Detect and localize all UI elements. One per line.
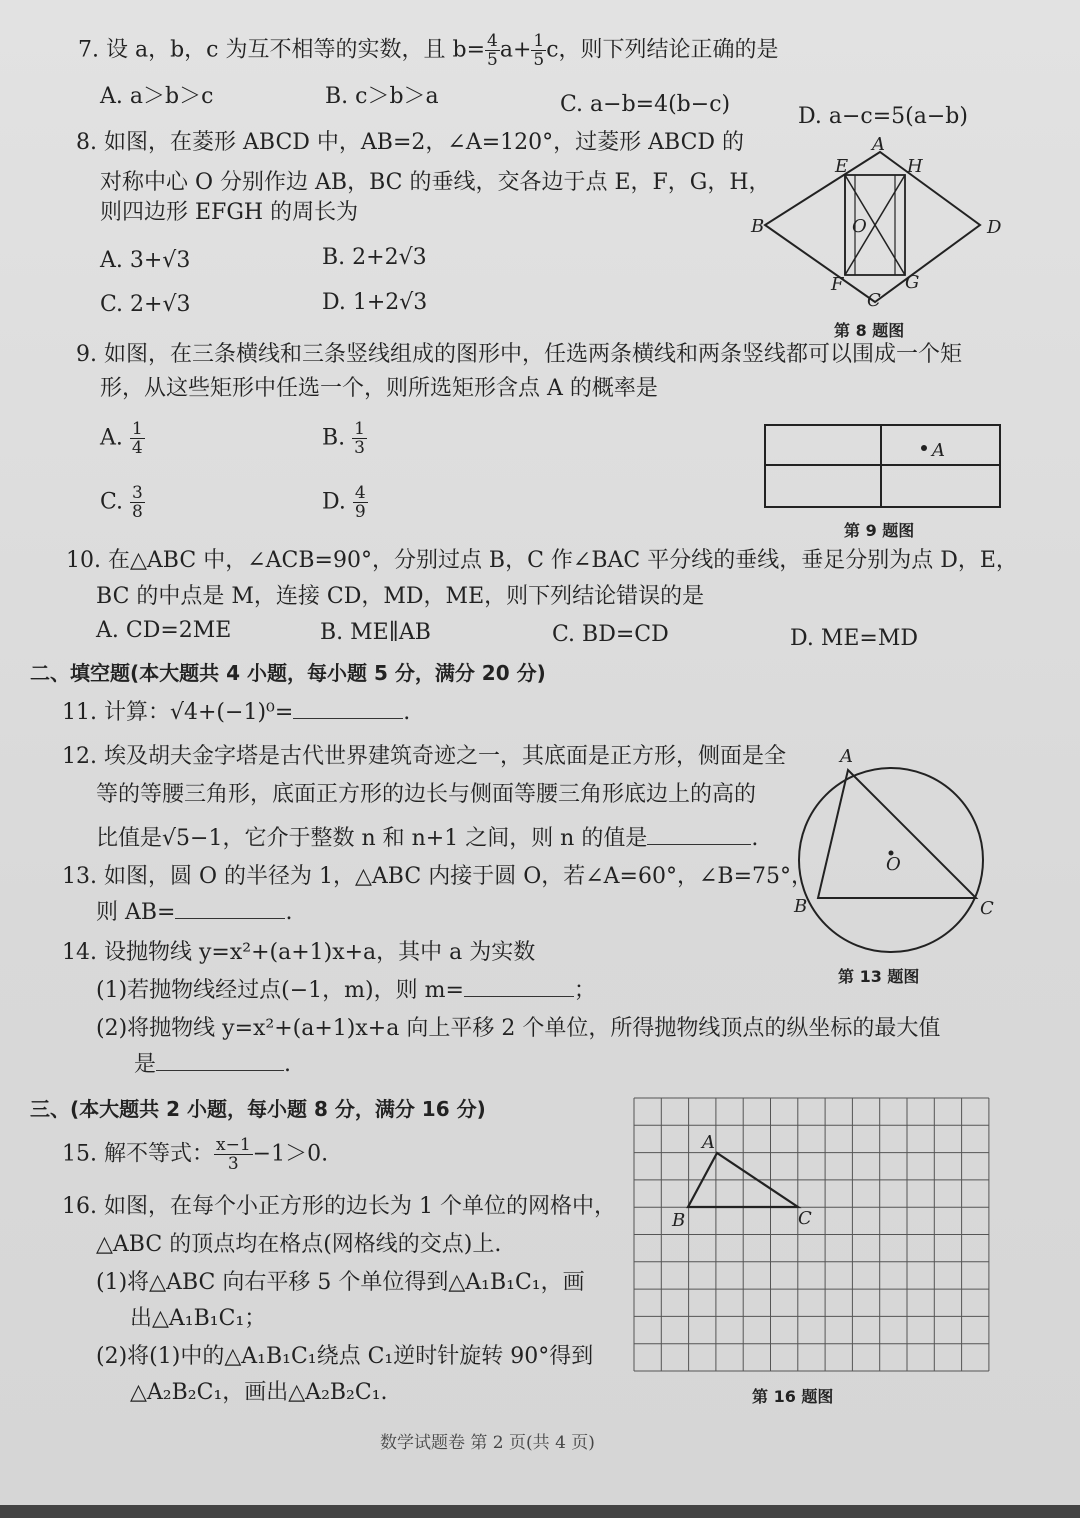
q9-option-b — [322, 420, 367, 457]
q8-option-d: D. 1+2√3 — [322, 290, 428, 315]
q16-caption: 第 16 题图 — [752, 1387, 834, 1406]
q7-frac1-num: 4 — [487, 31, 498, 51]
q16-grid-figure — [634, 1098, 990, 1370]
q9-point-a — [921, 445, 927, 451]
q12-line3-text: 比值是√5−1，它介于整数 n 和 n+1 之间，则 n 的值是 — [96, 826, 648, 851]
q7-option-c: C. a−b=4(b−c) — [560, 92, 731, 117]
q7-frac1-den: 5 — [487, 50, 498, 70]
q8-option-c: C. 2+√3 — [100, 292, 191, 317]
q12-line2: 等的等腰三角形，底面正方形的边长与侧面等腰三角形底边上的高的 — [96, 782, 757, 807]
q9-option-b-frac — [352, 420, 367, 457]
q8-label-a: A — [872, 134, 885, 155]
q12-answer-blank — [647, 844, 751, 845]
q11-answer-blank — [293, 718, 403, 719]
q10-option-a: A. CD=2ME — [96, 618, 232, 643]
q11: 11. 计算：√4+(−1)⁰= . — [62, 700, 411, 725]
q9-option-d-label: D. — [322, 489, 346, 515]
q14-line4: 是 . — [134, 1052, 292, 1077]
q14-line4-text: 是 — [134, 1052, 157, 1077]
q13-line1: 13. 如图，圆 O 的半径为 1，△ABC 内接于圆 O，若∠A=60°，∠B=75°， — [62, 864, 814, 889]
q16-line1: 16. 如图，在每个小正方形的边长为 1 个单位的网格中， — [62, 1194, 616, 1219]
q9-c-num: 3 — [132, 483, 143, 503]
q8-option-a: A. 3+√3 — [100, 248, 191, 273]
q9-a-num: 1 — [131, 419, 143, 439]
q8-option-b: B. 2+2√3 — [322, 245, 427, 270]
q9-option-d-frac — [353, 484, 368, 521]
q13-circle-figure — [790, 740, 1010, 970]
q13-label-b: B — [794, 896, 808, 917]
q9-option-c-frac — [130, 484, 145, 521]
q10-option-c: C. BD=CD — [552, 622, 669, 647]
q7-frac2-num: 1 — [533, 31, 545, 51]
q13-answer-blank — [175, 918, 285, 919]
q7-stem-c: c，则下列结论正确的是 — [546, 37, 779, 63]
q7-frac2 — [531, 32, 546, 69]
q9-point-label: A — [932, 440, 945, 461]
q8-line2: 对称中心 O 分别作边 AB，BC 的垂线，交各边于点 E，F，G，H， — [100, 170, 771, 195]
q7-stem-a: 7. 设 a，b，c 为互不相等的实数，且 b= — [78, 37, 486, 63]
q9-option-c — [100, 484, 145, 521]
q13-line2: 则 AB= . — [96, 900, 293, 925]
q8-label-o: O — [852, 216, 867, 237]
q13-line2-text: 则 AB= — [96, 900, 176, 925]
q12-line3: 比值是√5−1，它介于整数 n 和 n+1 之间，则 n 的值是 . — [96, 826, 759, 851]
q7-frac2-den: 5 — [533, 50, 545, 70]
q16-label-b: B — [672, 1210, 686, 1231]
section-3-heading: 三、(本大题共 2 小题，每小题 8 分，满分 16 分) — [30, 1097, 486, 1121]
q9-a-den: 4 — [131, 438, 143, 458]
q9-option-a-label: A. — [100, 425, 123, 451]
q9-option-a-frac — [130, 420, 145, 457]
q7-frac1 — [485, 32, 500, 69]
q10-line2: BC 的中点是 M，连接 CD，MD，ME，则下列结论错误的是 — [96, 584, 705, 609]
section-2-heading: 二、填空题(本大题共 4 小题，每小题 5 分，满分 20 分) — [30, 661, 546, 685]
q8-label-g: G — [905, 272, 920, 293]
q9-d-num: 4 — [354, 483, 366, 503]
q13-label-c: C — [980, 898, 994, 919]
q13-label-a: A — [840, 746, 853, 767]
q16-line2: △ABC 的顶点均在格点(网格线的交点)上. — [96, 1232, 502, 1257]
q9-option-d — [322, 484, 368, 521]
q14-line2: (1)若抛物线经过点(−1，m)，则 m= ； — [96, 978, 596, 1003]
q15-frac-den: 3 — [227, 1154, 239, 1174]
q16-label-a: A — [702, 1132, 715, 1153]
q8-line3: 则四边形 EFGH 的周长为 — [100, 200, 359, 225]
q8-label-h: H — [907, 156, 923, 177]
q15-stem: 15. 解不等式： — [62, 1141, 214, 1167]
q16-line3: (1)将△ABC 向右平移 5 个单位得到△A₁B₁C₁，画 — [96, 1270, 585, 1295]
q13-caption: 第 13 题图 — [838, 967, 920, 986]
q10-option-d: D. ME=MD — [790, 626, 919, 651]
q16-line5: (2)将(1)中的△A₁B₁C₁绕点 C₁逆时针旋转 90°得到 — [96, 1344, 594, 1369]
q8-line1: 8. 如图，在菱形 ABCD 中，AB=2，∠A=120°，过菱形 ABCD 的 — [76, 130, 745, 155]
q12-line1: 12. 埃及胡夫金字塔是古代世界建筑奇迹之一，其底面是正方形，侧面是全 — [62, 744, 786, 769]
q15 — [62, 1136, 328, 1173]
q14-line3: (2)将抛物线 y=x²+(a+1)x+a 向上平移 2 个单位，所得抛物线顶点的纵坐标的最大值 — [96, 1016, 941, 1041]
q7-option-a: A. a＞b＞c — [100, 84, 214, 109]
q9-caption: 第 9 题图 — [844, 521, 915, 540]
q10-line1: 10. 在△ABC 中，∠ACB=90°，分别过点 B，C 作∠BAC 平分线的垂线，垂足分别为点 D，E， — [66, 548, 1018, 573]
q16-grid-lines — [634, 1098, 989, 1371]
q16-line4: 出△A₁B₁C₁； — [130, 1306, 267, 1331]
q16-line6: △A₂B₂C₁，画出△A₂B₂C₁. — [130, 1380, 388, 1405]
q9-b-den: 3 — [354, 438, 365, 458]
q14-line2-text: (1)若抛物线经过点(−1，m)，则 m= — [96, 978, 464, 1003]
q9-c-den: 8 — [132, 502, 143, 522]
q8-label-c: C — [867, 290, 881, 311]
q9-d-den: 9 — [354, 502, 366, 522]
q7-option-b: B. c＞b＞a — [325, 84, 439, 109]
q9-b-num: 1 — [354, 419, 365, 439]
q7-stem-b: a+ — [499, 37, 532, 63]
q9-option-c-label: C. — [100, 489, 124, 515]
q16-label-c: C — [798, 1208, 812, 1229]
q9-option-a — [100, 420, 145, 457]
q8-label-b: B — [751, 216, 765, 237]
q8-label-d: D — [987, 217, 1002, 238]
q7-option-d: D. a−c=5(a−b) — [798, 104, 968, 129]
q14-line1: 14. 设抛物线 y=x²+(a+1)x+a，其中 a 为实数 — [62, 940, 536, 965]
page-footer: 数学试题卷 第 2 页(共 4 页) — [380, 1433, 595, 1453]
q8-rhombus-figure — [745, 134, 1015, 320]
q15-frac-num: x−1 — [215, 1135, 251, 1155]
q10-option-b: B. ME∥AB — [320, 620, 431, 645]
q14-answer-blank-2 — [156, 1070, 284, 1071]
bottom-edge — [0, 1505, 1080, 1518]
q9-line2: 形，从这些矩形中任选一个，则所选矩形含点 A 的概率是 — [100, 376, 658, 401]
q9-grid-figure — [764, 424, 1004, 512]
q15-rest: −1＞0. — [252, 1141, 329, 1167]
q11-text: 11. 计算：√4+(−1)⁰= — [62, 700, 294, 725]
q8-label-e: E — [835, 156, 849, 177]
q7-stem — [78, 32, 779, 69]
q15-frac — [214, 1136, 253, 1173]
q13-label-o: O — [886, 854, 901, 875]
q8-label-f: F — [831, 274, 844, 295]
q8-caption: 第 8 题图 — [834, 321, 905, 340]
q14-answer-blank-1 — [464, 996, 574, 997]
q9-line1: 9. 如图，在三条横线和三条竖线组成的图形中，任选两条横线和两条竖线都可以围成一个矩 — [76, 342, 962, 367]
q9-option-b-label: B. — [322, 425, 346, 451]
